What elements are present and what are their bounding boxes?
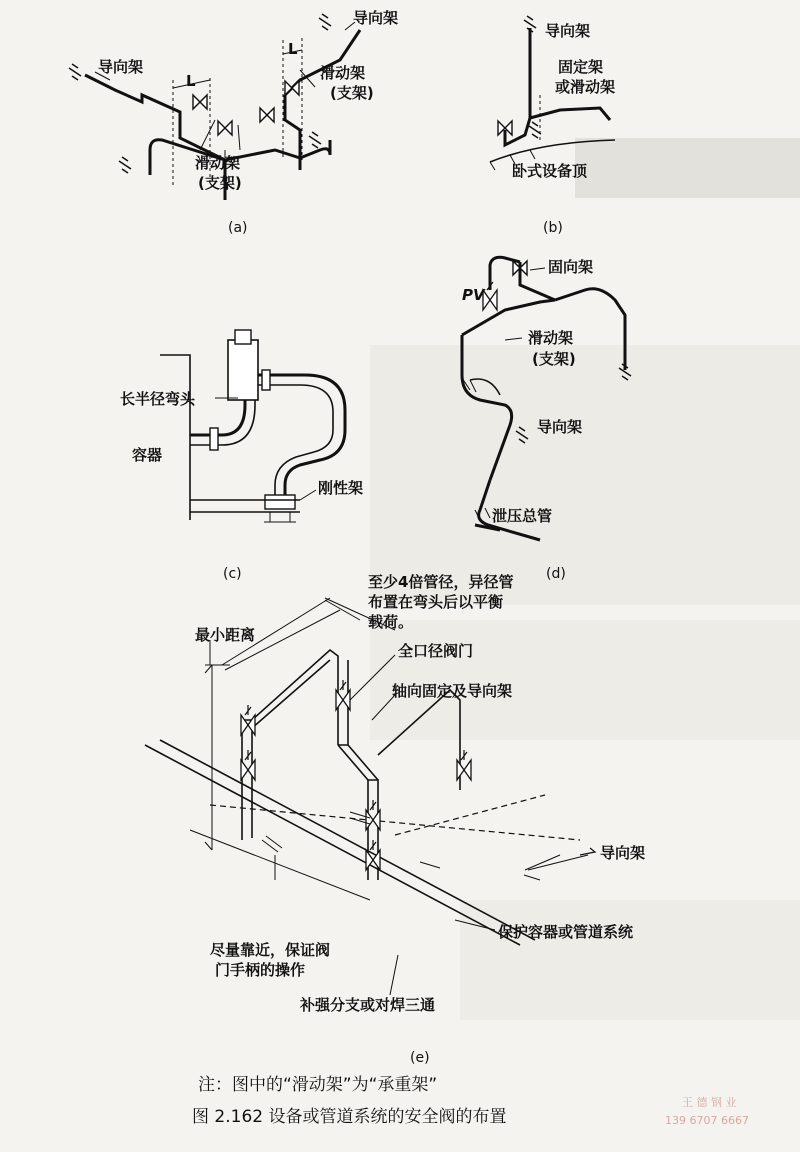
a-slide-right-label-2: (支架) bbox=[330, 84, 374, 102]
e-panel-label: (e) bbox=[410, 1050, 430, 1066]
d-slide-label-1: 滑动架 bbox=[528, 329, 574, 347]
a-slide-bottom-label-1: 滑动架 bbox=[195, 154, 241, 172]
figure-note: 注：图中的“滑动架”为“承重架” bbox=[198, 1075, 438, 1095]
c-rigid-label: 刚性架 bbox=[318, 479, 364, 497]
d-slide-label-2: (支架) bbox=[532, 350, 576, 368]
d-fixed-guide-label: 固向架 bbox=[548, 258, 594, 276]
c-elbow-label: 长半径弯头 bbox=[120, 390, 196, 408]
b-panel-label: (b) bbox=[543, 220, 563, 236]
a-dim-right: L bbox=[288, 40, 298, 58]
panel-a bbox=[69, 9, 398, 236]
e-close-label-1: 尽量靠近，保证阀 bbox=[210, 941, 331, 959]
e-reinforce-label: 补强分支或对焊三通 bbox=[300, 996, 436, 1014]
e-note4d-1: 至少4倍管径，异径管 bbox=[368, 573, 514, 591]
figure-caption: 图 2.162 设备或管道系统的安全阀的布置 bbox=[192, 1107, 507, 1127]
e-min-dist-label: 最小距离 bbox=[195, 626, 256, 644]
watermark-phone: 139 6707 6667 bbox=[665, 1114, 749, 1127]
c-panel-label: (c) bbox=[223, 566, 242, 582]
e-full-bore-label: 全口径阀门 bbox=[398, 642, 474, 660]
a-dim-left: L bbox=[186, 72, 196, 90]
d-header-label: 泄压总管 bbox=[492, 507, 553, 525]
a-guide-left-label: 导向架 bbox=[98, 58, 144, 76]
panel-c bbox=[120, 330, 363, 582]
b-equip-label: 卧式设备顶 bbox=[512, 162, 588, 180]
a-guide-right-label: 导向架 bbox=[353, 9, 399, 27]
e-axial-label: 轴向固定及导向架 bbox=[392, 682, 513, 700]
d-guide-label: 导向架 bbox=[537, 418, 583, 436]
e-guide-label: 导向架 bbox=[600, 844, 646, 862]
watermark-company: 王 德 钢 业 bbox=[682, 1096, 737, 1109]
d-pv-label: PV bbox=[462, 286, 485, 304]
a-panel-label: (a) bbox=[228, 220, 248, 236]
e-protect-label: 保护容器或管道系统 bbox=[498, 923, 634, 941]
b-fixed-label-2: 或滑动架 bbox=[555, 78, 616, 96]
a-slide-right-label-1: 滑动架 bbox=[320, 64, 366, 82]
e-close-label-2: 门手柄的操作 bbox=[215, 961, 306, 979]
e-note4d-2: 布置在弯头后以平衡 bbox=[368, 593, 504, 611]
panel-b bbox=[490, 16, 615, 236]
b-fixed-label-1: 固定架 bbox=[558, 58, 604, 76]
d-panel-label: (d) bbox=[546, 566, 566, 582]
c-vessel-label: 容器 bbox=[132, 446, 163, 464]
e-note4d-3: 载荷。 bbox=[368, 613, 414, 631]
a-slide-bottom-label-2: (支架) bbox=[198, 174, 242, 192]
b-guide-label: 导向架 bbox=[545, 22, 591, 40]
